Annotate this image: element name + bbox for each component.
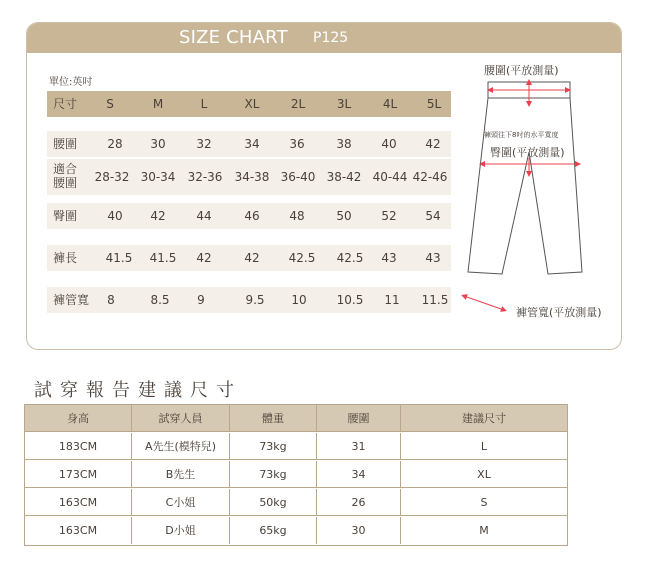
- header-cell: 4L: [382, 97, 398, 111]
- report-row: [25, 489, 567, 516]
- report-header-cell: 試穿人員: [132, 405, 230, 431]
- report-row: [25, 461, 567, 488]
- size-cell: 9.5: [245, 293, 265, 307]
- waist-measure-label: 腰圍(平放測量): [484, 64, 559, 77]
- size-cell: 42: [244, 251, 260, 265]
- size-cell: 36: [289, 137, 305, 151]
- size-cell: 44: [196, 209, 212, 223]
- size-cell: 10: [291, 293, 307, 307]
- report-cell: 163CM: [25, 517, 132, 544]
- report-cell: B先生: [132, 461, 230, 487]
- header-cell: 3L: [336, 97, 352, 111]
- report-header-cell: 身高: [25, 405, 132, 431]
- report-cell: 173CM: [25, 461, 132, 487]
- size-cell: 42.5: [288, 251, 316, 265]
- unit-label: 單位:英吋: [49, 77, 93, 88]
- size-cell: 28-32: [94, 170, 130, 184]
- header-cell: 2L: [290, 97, 306, 111]
- size-cell: 11.5: [421, 293, 449, 307]
- size-cell: 30: [150, 137, 166, 151]
- report-header-row: [25, 405, 567, 432]
- report-row: [25, 433, 567, 460]
- size-cell: 38: [336, 137, 352, 151]
- size-cell: 32: [196, 137, 212, 151]
- size-cell: 46: [244, 209, 260, 223]
- size-cell: 48: [289, 209, 305, 223]
- size-cell: 42.5: [336, 251, 364, 265]
- size-cell: 50: [336, 209, 352, 223]
- try-on-report-table: [24, 404, 568, 546]
- hip-measure-label: 臀圍(平放測量): [490, 146, 565, 159]
- size-row-hem: [47, 287, 451, 313]
- size-cell: 30-34: [140, 170, 176, 184]
- size-cell: 41.5: [149, 251, 177, 265]
- size-cell: 42: [425, 137, 441, 151]
- size-cell: 40-44: [372, 170, 408, 184]
- header-cell: XL: [244, 97, 260, 111]
- report-cell: 65kg: [230, 517, 317, 544]
- size-cell: 38-42: [326, 170, 362, 184]
- size-cell: 34: [244, 137, 260, 151]
- size-row-hip: [47, 203, 451, 229]
- size-cell: 54: [425, 209, 441, 223]
- row-label: 褲長: [53, 251, 78, 265]
- header-cell: L: [200, 97, 208, 111]
- pants-diagram: [436, 34, 626, 334]
- size-cell: 34-38: [234, 170, 270, 184]
- size-cell: 42: [196, 251, 212, 265]
- row-label: 臀圍: [53, 209, 78, 223]
- size-cell: 36-40: [280, 170, 316, 184]
- report-cell: 30: [317, 517, 401, 544]
- size-cell: 40: [381, 137, 397, 151]
- report-cell: 50kg: [230, 489, 317, 515]
- report-cell: 31: [317, 433, 401, 459]
- report-cell: 34: [317, 461, 401, 487]
- header-cell: M: [152, 97, 164, 111]
- report-cell: A先生(模特兒): [132, 433, 230, 459]
- report-row: [25, 517, 567, 544]
- size-row-waist: [47, 131, 451, 157]
- size-cell: 40: [107, 209, 123, 223]
- report-header-cell: 體重: [230, 405, 317, 431]
- size-cell: 8.5: [150, 293, 170, 307]
- report-header-cell: 建議尺寸: [462, 412, 506, 425]
- size-cell: 32-36: [187, 170, 223, 184]
- row-label: 適合腰圍: [53, 162, 78, 190]
- report-cell: 183CM: [25, 433, 132, 459]
- size-cell: 10.5: [336, 293, 364, 307]
- report-cell: C小姐: [132, 489, 230, 515]
- size-row-fit-waist: [47, 159, 451, 195]
- header-cell: 5L: [426, 97, 442, 111]
- size-cell: 9: [197, 293, 205, 307]
- size-chart-title: SIZE CHART: [179, 27, 288, 48]
- size-cell: 42-46: [412, 170, 448, 184]
- report-cell: D小姐: [132, 517, 230, 544]
- report-cell: 73kg: [230, 461, 317, 487]
- size-cell: 28: [107, 137, 123, 151]
- report-cell: L: [480, 440, 488, 453]
- size-cell: 52: [381, 209, 397, 223]
- report-cell: 163CM: [25, 489, 132, 515]
- report-cell: 26: [317, 489, 401, 515]
- report-cell: XL: [477, 468, 491, 481]
- report-cell: 73kg: [230, 433, 317, 459]
- size-cell: 8: [107, 293, 115, 307]
- size-table-header: [47, 91, 451, 117]
- report-cell: S: [480, 496, 488, 509]
- row-label: 褲管寬: [53, 293, 90, 307]
- size-cell: 43: [381, 251, 397, 265]
- row-label: 腰圍: [53, 137, 78, 151]
- size-row-length: [47, 245, 451, 271]
- header-cell: 尺寸: [53, 97, 78, 111]
- product-code: P125: [313, 30, 349, 46]
- header-cell: S: [106, 97, 114, 111]
- size-cell: 42: [150, 209, 166, 223]
- crotch-note-label: 褲頭往下8吋的水平寬度: [484, 131, 559, 139]
- size-cell: 43: [425, 251, 441, 265]
- report-cell: M: [479, 524, 489, 537]
- hem-measure-label: 褲管寬(平放測量): [516, 306, 602, 319]
- report-header-cell: 腰圍: [317, 405, 401, 431]
- size-cell: 11: [384, 293, 400, 307]
- pants-outline-icon: [436, 34, 626, 334]
- report-title: 試穿報告建議尺寸: [34, 380, 242, 401]
- size-cell: 41.5: [105, 251, 133, 265]
